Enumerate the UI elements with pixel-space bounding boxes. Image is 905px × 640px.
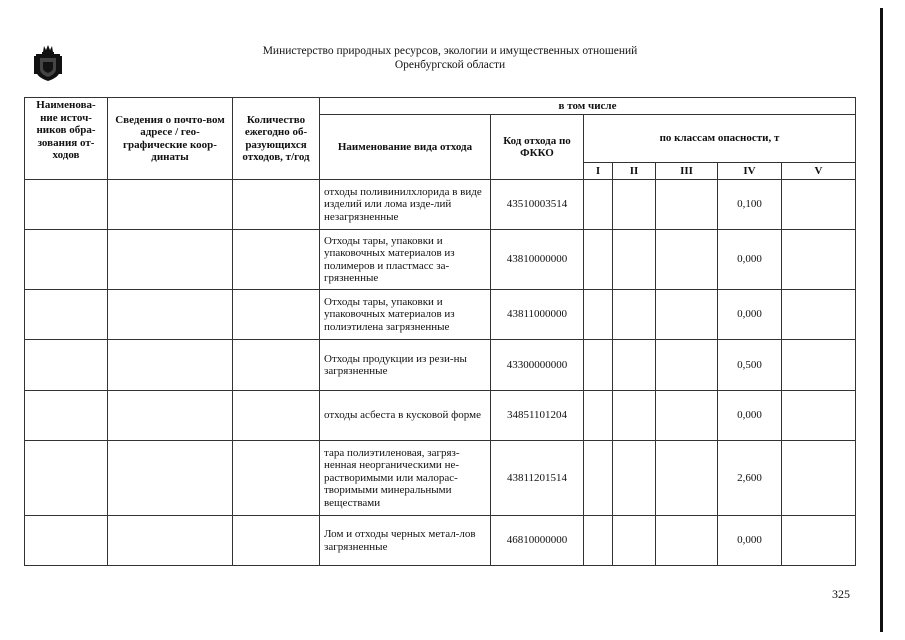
document-header <box>150 44 750 72</box>
waste-name: Лом и отходы черных метал-лов загрязненные <box>320 516 491 566</box>
table-row <box>25 441 856 516</box>
page-number: 325 <box>832 587 850 601</box>
fkko-code: 34851101204 <box>491 391 584 441</box>
table-row <box>25 290 856 340</box>
fkko-code: 46810000000 <box>491 516 584 566</box>
header-class-5: V <box>782 163 856 180</box>
class-4-value: 0,100 <box>718 180 782 230</box>
fkko-code: 43510003514 <box>491 180 584 230</box>
class-4-value: 0,500 <box>718 340 782 391</box>
header-address: Сведения о почто-вом адресе / гео-графические коор-динаты <box>108 98 233 180</box>
coat-of-arms-icon <box>33 44 63 82</box>
class-4-value: 0,000 <box>718 391 782 441</box>
page-edge-bar <box>880 8 883 632</box>
table-row <box>25 230 856 290</box>
waste-name: Отходы тары, упаковки и упаковочных материалов из полиэтилена загрязненные <box>320 290 491 340</box>
header-class-4: IV <box>718 163 782 180</box>
table-row <box>25 516 856 566</box>
ministry-name: Министерство природных ресурсов, экологии и имущественных отношений <box>262 45 638 57</box>
class-4-value: 2,600 <box>718 441 782 516</box>
table-row <box>25 340 856 391</box>
header-class-1: I <box>584 163 613 180</box>
fkko-code: 43811201514 <box>491 441 584 516</box>
waste-name: Отходы тары, упаковки и упаковочных материалов из полимеров и пластмасс за-грязненные <box>320 230 491 290</box>
fkko-code: 43811000000 <box>491 290 584 340</box>
waste-name: тара полиэтиленовая, загряз-ненная неорганическими не-растворимыми или малорас-творимыми минеральными веществами <box>320 441 491 516</box>
header-class-3: III <box>656 163 718 180</box>
class-4-value: 0,000 <box>718 516 782 566</box>
table-row <box>25 391 856 441</box>
fkko-code: 43810000000 <box>491 230 584 290</box>
waste-table <box>24 97 856 566</box>
header-waste-name: Наименование вида отхода <box>320 115 491 180</box>
fkko-code: 43300000000 <box>491 340 584 391</box>
waste-name: Отходы продукции из рези-ны загрязненные <box>320 340 491 391</box>
header-quantity: Количество ежегодно об-разующихся отходов, т/год <box>233 98 320 180</box>
header-including: в том числе <box>320 98 856 115</box>
table-row <box>25 180 856 230</box>
waste-name: отходы поливинилхлорида в виде изделий или лома изде-лий незагрязненные <box>320 180 491 230</box>
class-4-value: 0,000 <box>718 290 782 340</box>
header-class-2: II <box>613 163 656 180</box>
waste-name: отходы асбеста в кусковой форме <box>320 391 491 441</box>
header-source: Наименова-ние источ-ников обра-зования от-ходов <box>25 98 108 180</box>
header-fkko: Код отхода по ФККО <box>491 115 584 180</box>
class-4-value: 0,000 <box>718 230 782 290</box>
region-name: Оренбургской области <box>394 59 506 71</box>
header-classes: по классам опасности, т <box>584 115 856 163</box>
